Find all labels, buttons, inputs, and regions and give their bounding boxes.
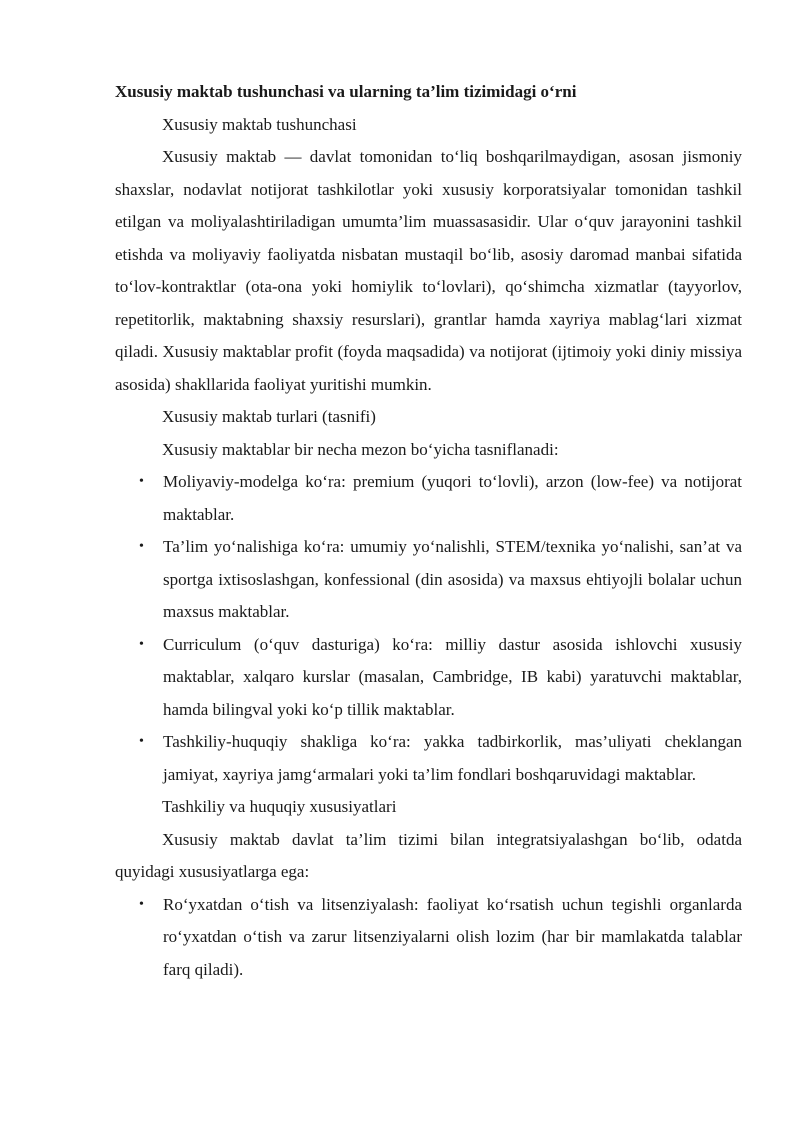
paragraph-types-intro: Xususiy maktablar bir necha mezon bo‘yicha tasniflanadi: [162, 439, 559, 459]
section-heading-concept: Xususiy maktab tushunchasi [162, 114, 357, 134]
paragraph-legal-intro: Xususiy maktab davlat ta’lim tizimi bilan integratsiyalashgan bo‘lib, odatda quyidagi xususiyatlarga ega: [115, 829, 742, 881]
list-item-text: Ro‘yxatdan o‘tish va litsenziyalash: faoliyat ko‘rsatish uchun tegishli organlarda ro‘yxatdan o‘tish va zarur litsenziyalarni olish lozim (har bir mamlakatda talablar farq qiladi). [163, 894, 742, 979]
list-item [115, 531, 742, 629]
bullet-icon: • [139, 734, 144, 749]
bullet-icon: • [139, 474, 144, 489]
types-bullet-list [115, 466, 742, 791]
paragraph-definition: Xususiy maktab — davlat tomonidan to‘liq boshqarilmaydigan, asosan jismoniy shaxslar, nodavlat notijorat tashkilotlar yoki xususiy korporatsiyalar tomonidan tashkil etilgan va moliyalashtiriladigan umumta’lim muassasasidir. Ular o‘quv jarayonini tashkil etishda va moliyaviy faoliyatda nisbatan mustaqil bo‘lib, asosiy daromad manbai sifatida to‘lov-kontraktlar (ota-ona yoki homiylik to‘lovlari), qo‘shimcha xizmatlar (tayyorlov, repetitorlik, maktabning shaxsiy resurslari), grantlar hamda xayriya mablag‘lari xizmat qiladi. Xususiy maktablar profit (foyda maqsadida) va notijorat (ijtimoiy yoki diniy missiya asosida) shakllarida faoliyat yuritishi mumkin. [115, 147, 742, 394]
list-item-text: Tashkiliy-huquqiy shakliga ko‘ra: yakka tadbirkorlik, mas’uliyati cheklangan jamiyat, xayriya jamg‘armalari yoki ta’lim fondlari boshqaruvidagi maktablar. [163, 732, 742, 784]
list-item [115, 889, 742, 987]
bullet-icon: • [139, 896, 144, 912]
list-item [115, 629, 742, 727]
section-heading-types: Xususiy maktab turlari (tasnifi) [162, 407, 376, 426]
list-item-text: Moliyaviy-modelga ko‘ra: premium (yuqori to‘lovli), arzon (low-fee) va notijorat maktablar. [163, 472, 742, 524]
bullet-icon: • [139, 636, 144, 652]
section-heading-legal: Tashkiliy va huquqiy xususiyatlari [162, 797, 397, 816]
list-item [115, 466, 742, 531]
document-title: Xususiy maktab tushunchasi va ularning ta’lim tizimidagi o‘rni [115, 82, 577, 101]
list-item-text: Ta’lim yo‘nalishiga ko‘ra: umumiy yo‘nalishli, STEM/texnika yo‘nalishi, san’at va sportga ixtisoslashgan, konfessional (din asosida) va maxsus ehtiyojli bolalar uchun maxsus maktablar. [163, 537, 742, 621]
list-item-text: Curriculum (o‘quv dasturiga) ko‘ra: milliy dastur asosida ishlovchi xususiy maktablar, xalqaro kurslar (masalan, Cambridge, IB kabi) yaratuvchi maktablar, hamda bilingval yoki ko‘p tillik maktablar. [163, 634, 742, 719]
document-page [115, 76, 742, 986]
legal-bullet-list [115, 889, 742, 987]
list-item [115, 726, 742, 791]
bullet-icon: • [139, 539, 144, 554]
